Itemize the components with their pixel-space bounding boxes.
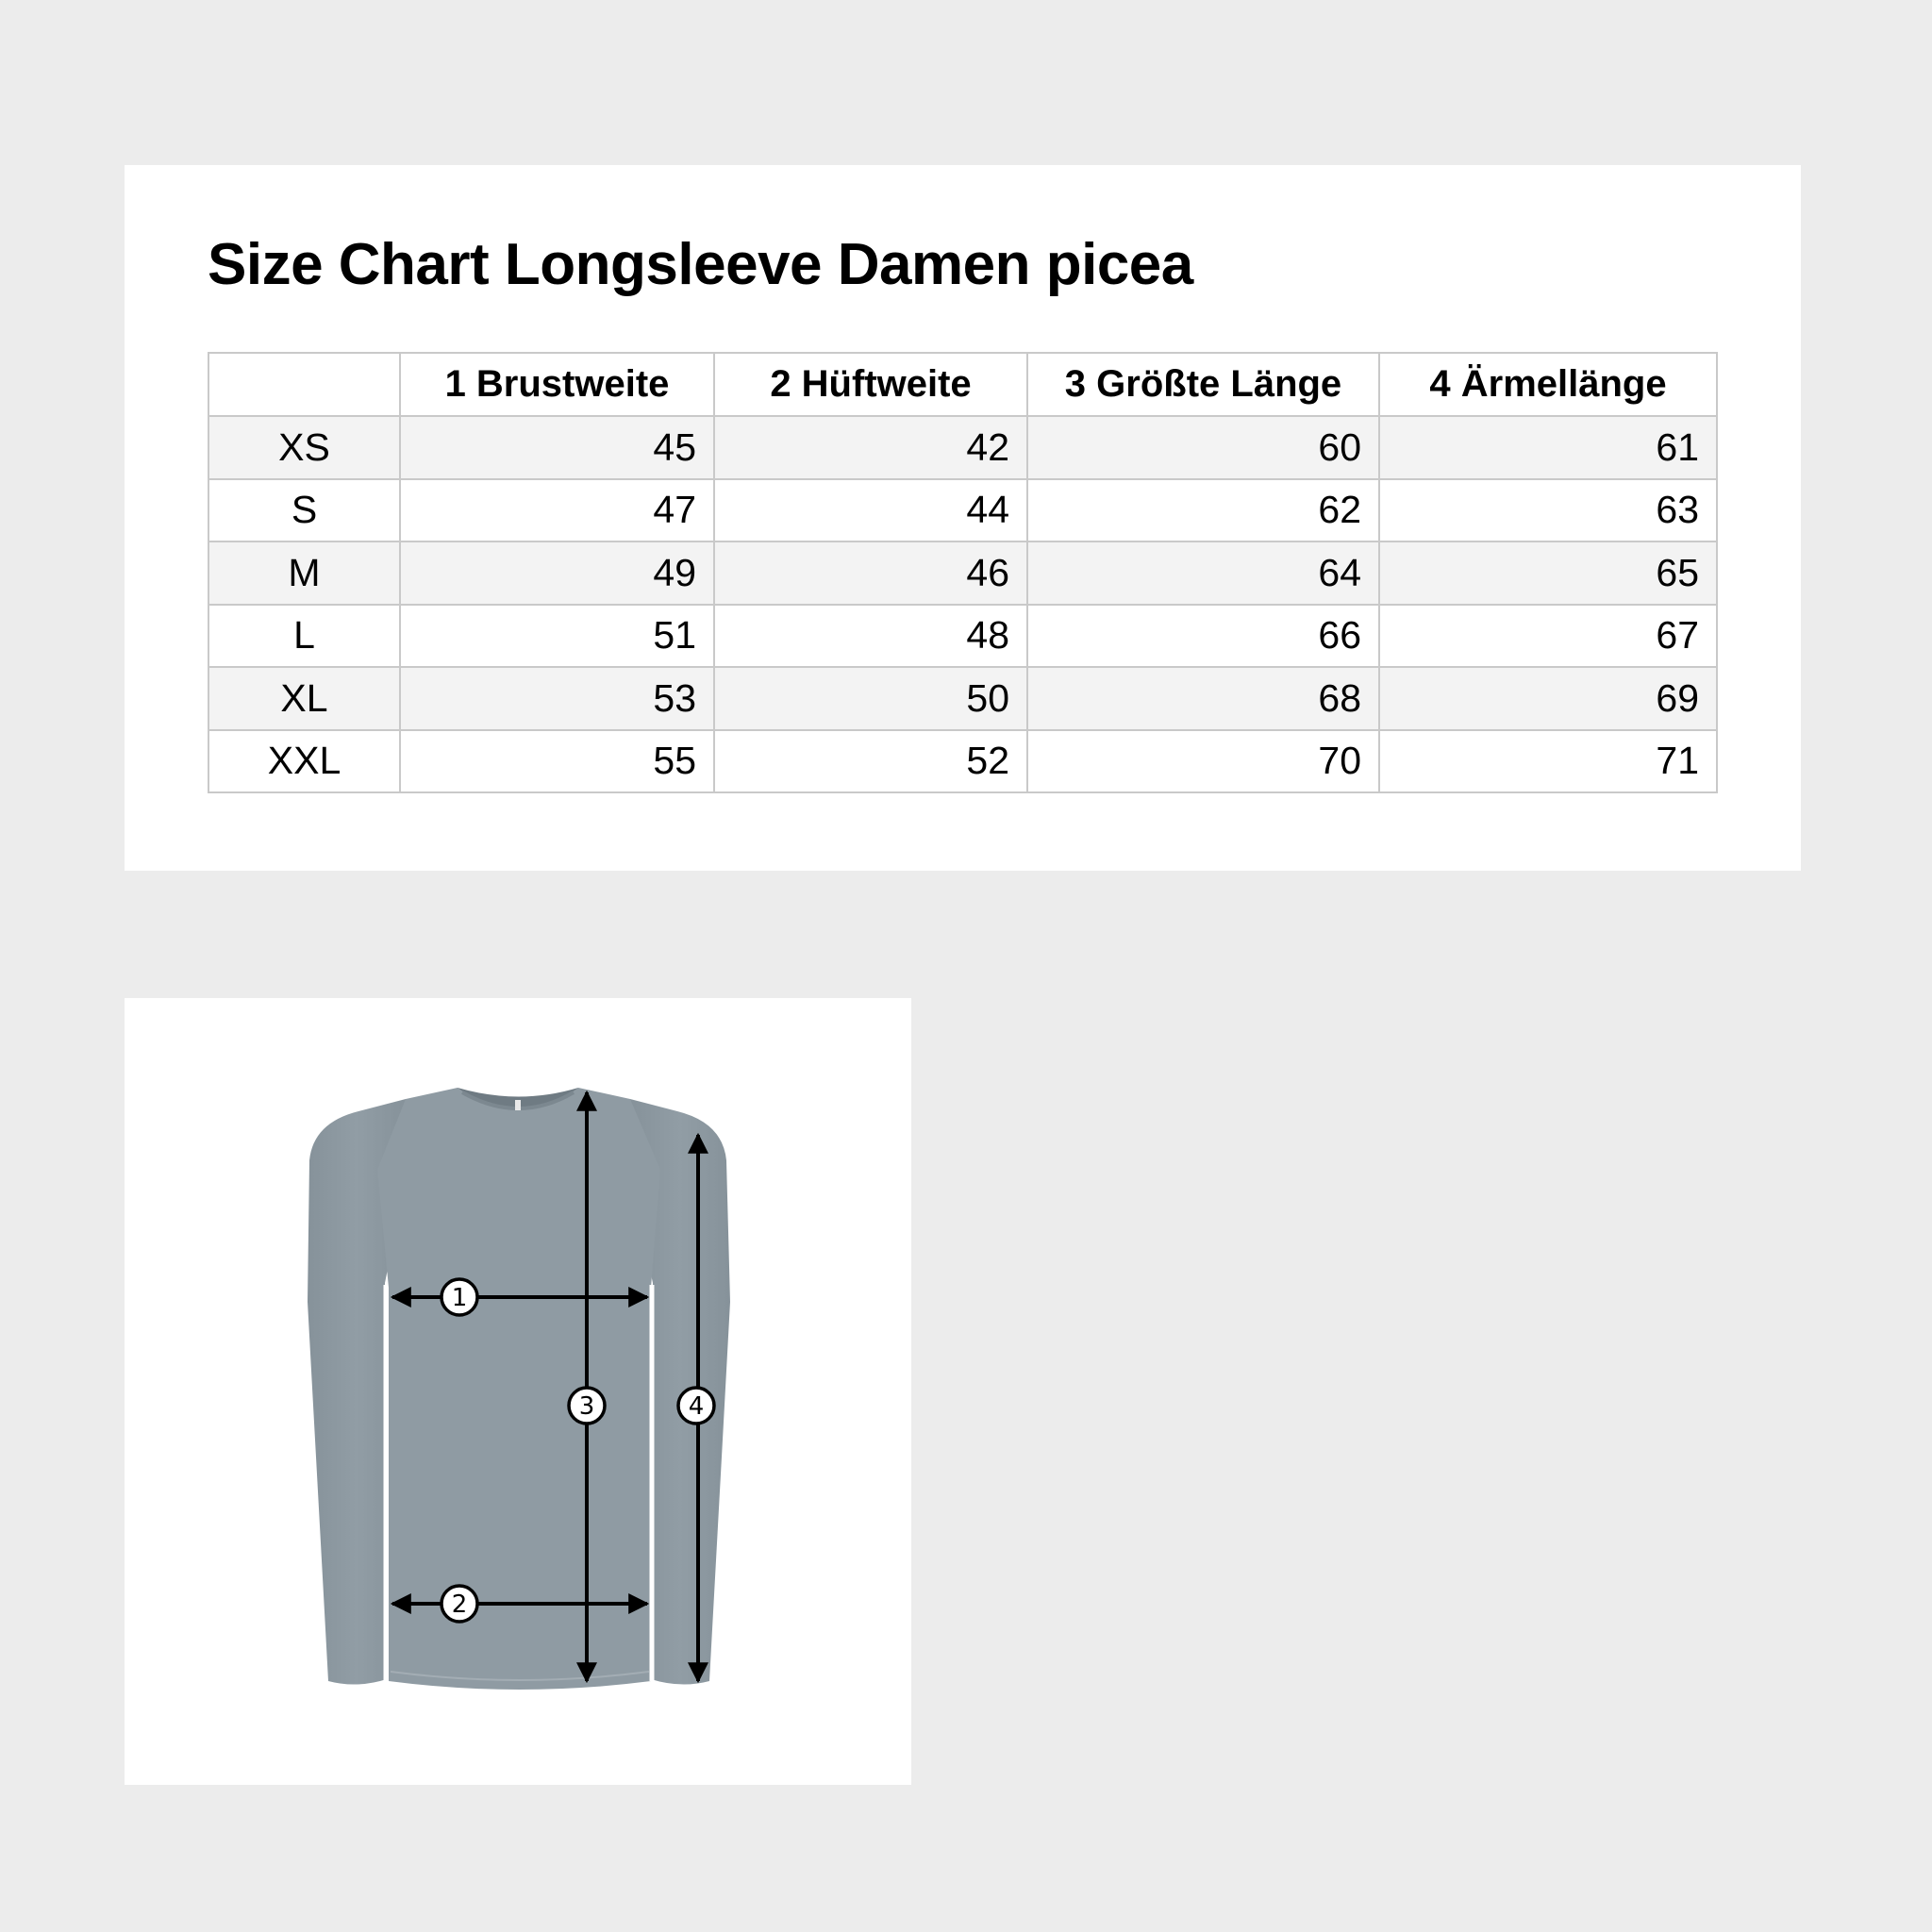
cell-brustweite: 51 <box>400 605 714 668</box>
cell-hueftweite: 52 <box>714 730 1027 793</box>
cell-hueftweite: 46 <box>714 541 1027 605</box>
cell-groesste-laenge: 66 <box>1027 605 1379 668</box>
cell-hueftweite: 44 <box>714 479 1027 542</box>
cell-brustweite: 47 <box>400 479 714 542</box>
table-row <box>208 541 1717 605</box>
shirt-shape <box>308 1088 730 1690</box>
svg-text:4: 4 <box>688 1392 705 1421</box>
header-groesste-laenge: 3 Größte Länge <box>1027 353 1379 416</box>
marker-1-icon <box>441 1279 477 1315</box>
svg-text:2: 2 <box>451 1591 468 1619</box>
page-title: Size Chart Longsleeve Damen picea <box>208 232 1193 297</box>
size-label: XXL <box>208 730 400 793</box>
longsleeve-shirt-illustration <box>125 998 911 1785</box>
cell-aermellaenge: 69 <box>1379 667 1717 730</box>
table-row <box>208 416 1717 479</box>
cell-brustweite: 53 <box>400 667 714 730</box>
cell-aermellaenge: 71 <box>1379 730 1717 793</box>
table-row <box>208 730 1717 793</box>
marker-4-icon <box>678 1388 714 1424</box>
cell-groesste-laenge: 62 <box>1027 479 1379 542</box>
cell-hueftweite: 48 <box>714 605 1027 668</box>
size-label: L <box>208 605 400 668</box>
svg-text:1: 1 <box>451 1284 468 1312</box>
header-size <box>208 353 400 416</box>
table-row <box>208 605 1717 668</box>
cell-groesste-laenge: 60 <box>1027 416 1379 479</box>
header-aermellaenge: 4 Ärmellänge <box>1379 353 1717 416</box>
cell-groesste-laenge: 70 <box>1027 730 1379 793</box>
cell-groesste-laenge: 68 <box>1027 667 1379 730</box>
cell-aermellaenge: 65 <box>1379 541 1717 605</box>
marker-2-icon <box>441 1586 477 1622</box>
size-table <box>208 352 1718 793</box>
table-row <box>208 667 1717 730</box>
header-hueftweite: 2 Hüftweite <box>714 353 1027 416</box>
cell-aermellaenge: 61 <box>1379 416 1717 479</box>
cell-hueftweite: 42 <box>714 416 1027 479</box>
size-table-card <box>125 165 1801 871</box>
cell-hueftweite: 50 <box>714 667 1027 730</box>
cell-brustweite: 49 <box>400 541 714 605</box>
cell-groesste-laenge: 64 <box>1027 541 1379 605</box>
measurement-diagram-card <box>125 998 911 1785</box>
table-header-row <box>208 353 1717 416</box>
size-label: M <box>208 541 400 605</box>
size-label: XS <box>208 416 400 479</box>
cell-aermellaenge: 67 <box>1379 605 1717 668</box>
svg-text:3: 3 <box>578 1392 595 1421</box>
table-row <box>208 479 1717 542</box>
header-brustweite: 1 Brustweite <box>400 353 714 416</box>
marker-3-icon <box>569 1388 605 1424</box>
size-label: XL <box>208 667 400 730</box>
cell-brustweite: 55 <box>400 730 714 793</box>
cell-brustweite: 45 <box>400 416 714 479</box>
size-label: S <box>208 479 400 542</box>
cell-aermellaenge: 63 <box>1379 479 1717 542</box>
